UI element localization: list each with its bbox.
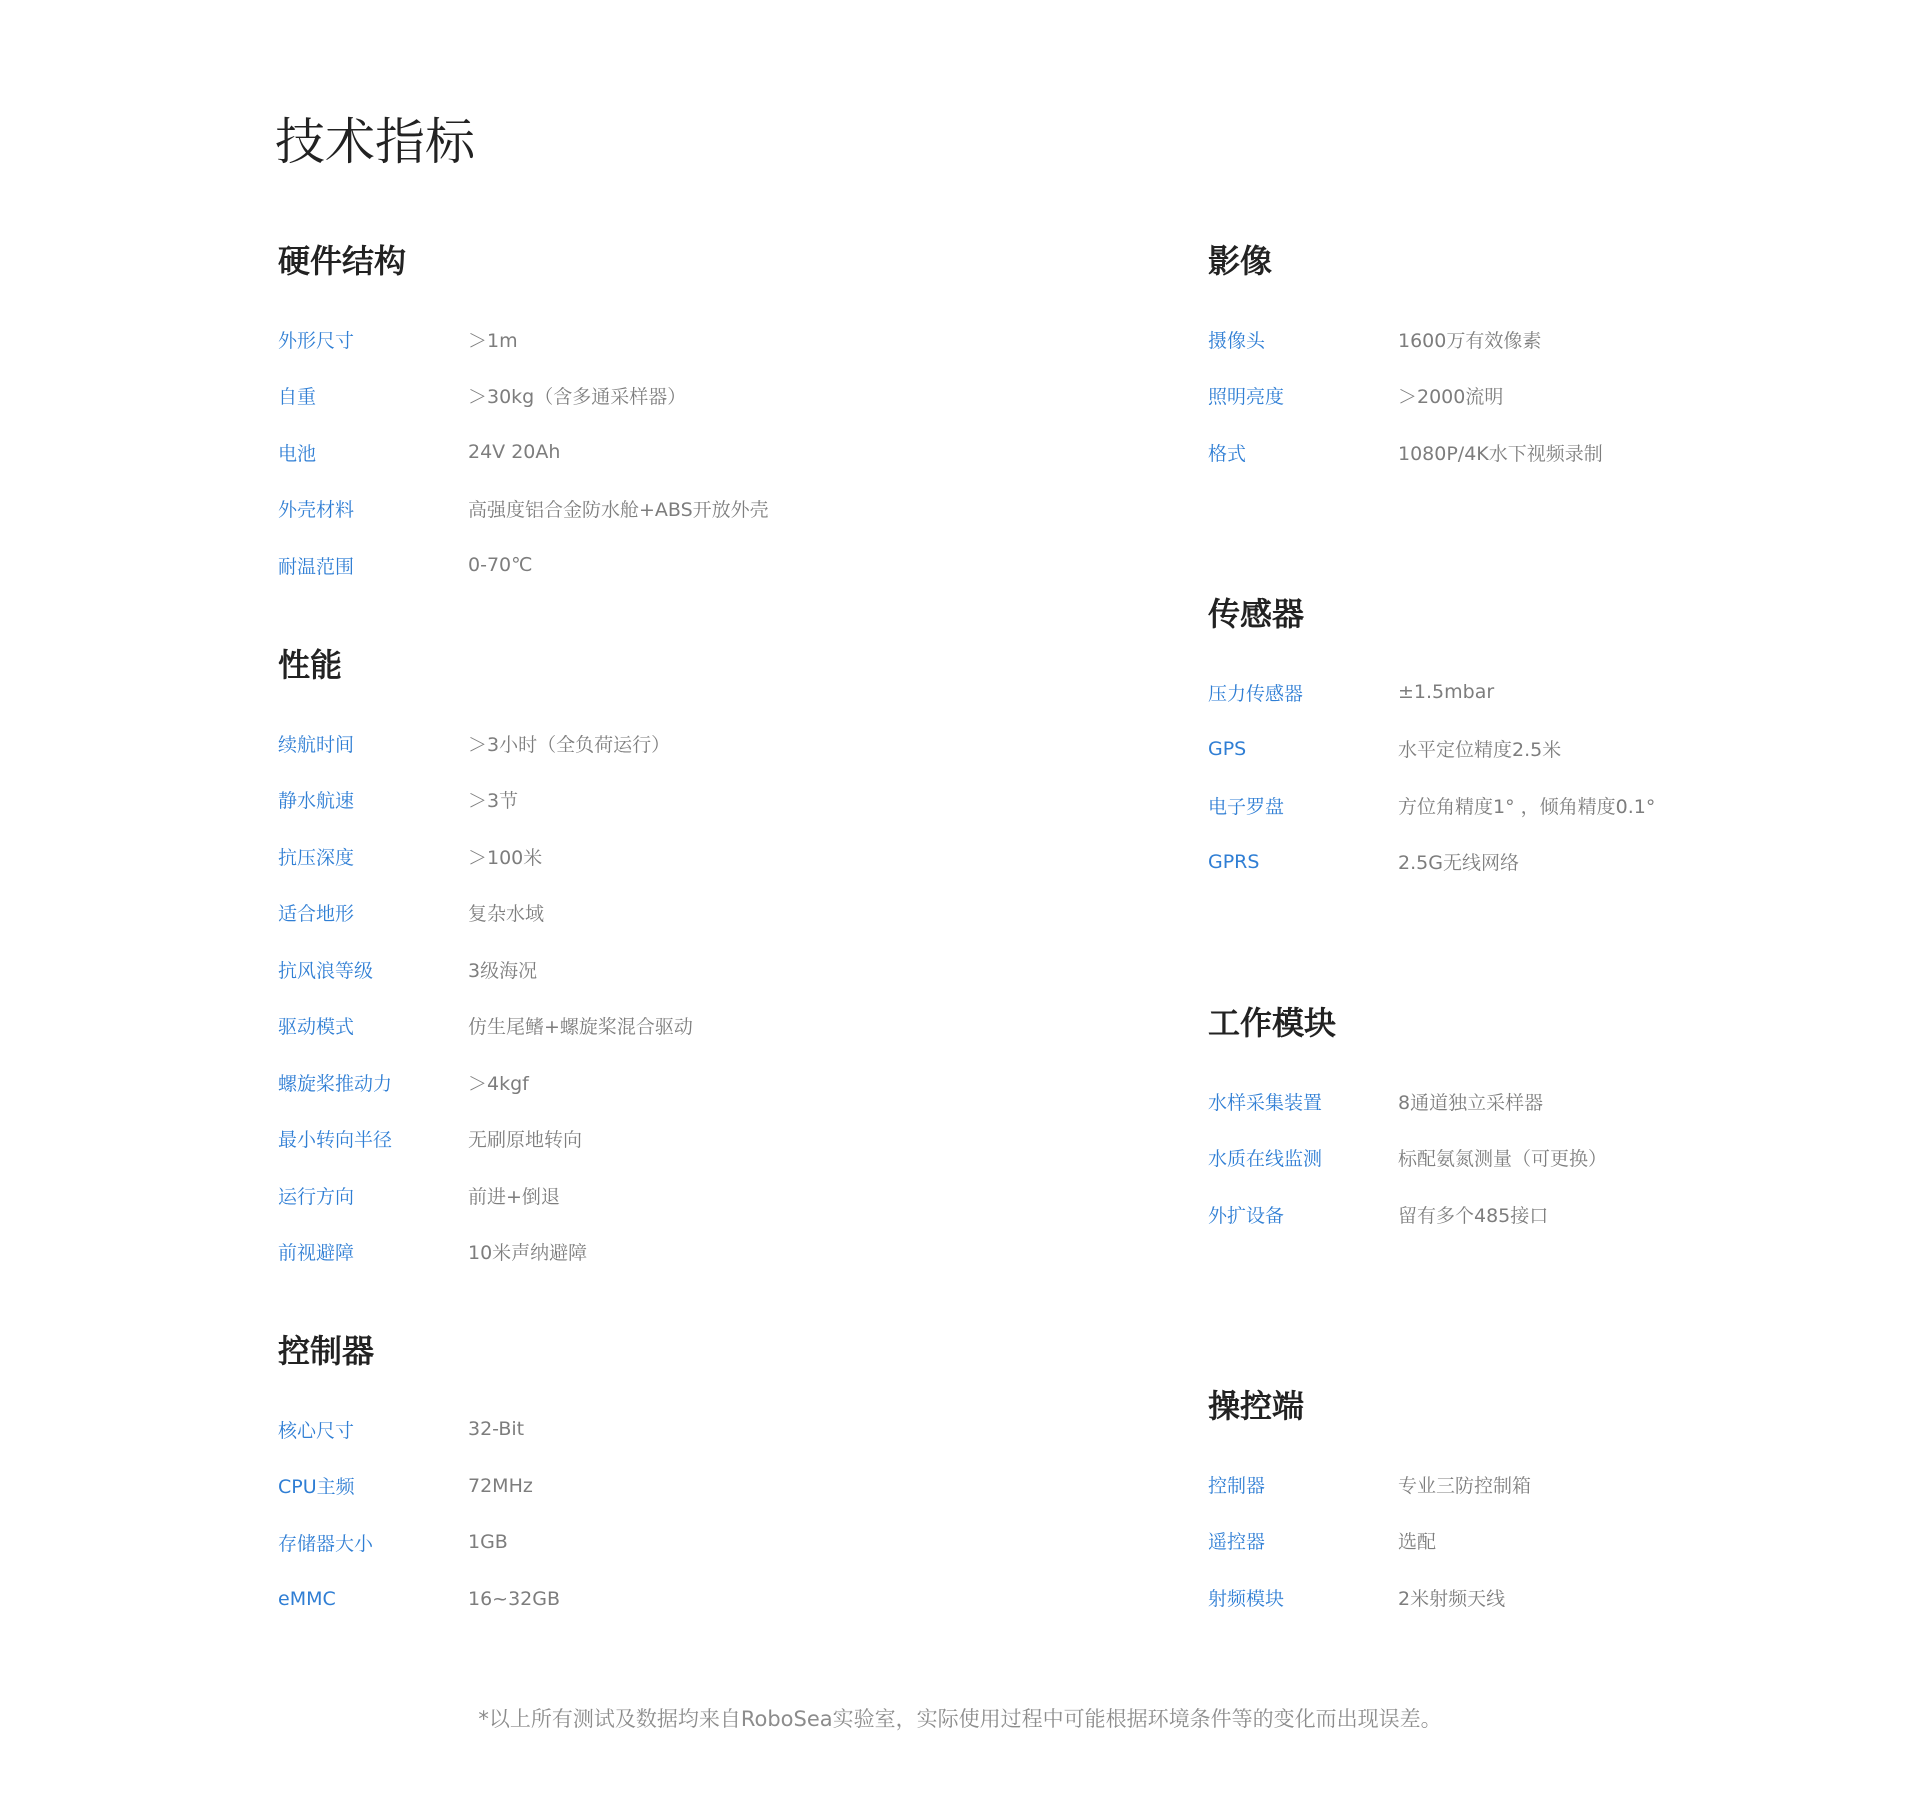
spec-row <box>1208 777 1908 834</box>
spec-value: 8通道独立采样器 <box>1398 1091 1544 1114</box>
spec-row <box>278 998 978 1055</box>
spec-label: GPS <box>1208 737 1247 760</box>
spec-value: 3级海况 <box>468 959 538 982</box>
spec-value: ＞4kgf <box>468 1072 529 1095</box>
section-title: 操控端 <box>1208 1387 1305 1425</box>
spec-value: 无刷原地转向 <box>468 1129 583 1152</box>
spec-label: CPU主频 <box>278 1476 355 1499</box>
spec-row <box>1208 834 1908 891</box>
spec-label: 运行方向 <box>278 1185 355 1208</box>
spec-row <box>278 1571 978 1628</box>
spec-value: 10米声纳避障 <box>468 1242 588 1265</box>
spec-value: 32-Bit <box>468 1418 525 1441</box>
spec-row <box>278 1224 978 1281</box>
spec-label: 控制器 <box>1208 1474 1266 1497</box>
spec-label: 外扩设备 <box>1208 1204 1285 1227</box>
section-hardware <box>278 241 978 594</box>
spec-row <box>278 941 978 998</box>
spec-row <box>278 772 978 829</box>
spec-value: 复杂水域 <box>468 903 545 926</box>
spec-label: 最小转向半径 <box>278 1129 393 1152</box>
spec-value: 2米射频天线 <box>1398 1587 1506 1610</box>
spec-value: 72MHz <box>468 1474 533 1497</box>
spec-label: 压力传感器 <box>1208 682 1304 705</box>
spec-value: ＞1m <box>468 329 518 352</box>
spec-row <box>278 828 978 885</box>
spec-value: 留有多个485接口 <box>1398 1204 1549 1227</box>
spec-row <box>278 715 978 772</box>
spec-label: 续航时间 <box>278 733 355 756</box>
section-sensors <box>1208 594 1908 890</box>
spec-label: 适合地形 <box>278 903 355 926</box>
spec-row <box>278 1458 978 1515</box>
spec-label: 电池 <box>278 442 317 465</box>
spec-label: 抗风浪等级 <box>278 959 374 982</box>
spec-row <box>278 424 978 481</box>
spec-value: 2.5G无线网络 <box>1398 852 1519 875</box>
spec-label: 存储器大小 <box>278 1532 374 1555</box>
spec-row <box>1208 1513 1908 1570</box>
spec-row <box>1208 1073 1908 1130</box>
spec-value: 专业三防控制箱 <box>1398 1474 1532 1497</box>
spec-label: 射频模块 <box>1208 1587 1285 1610</box>
spec-label: 照明亮度 <box>1208 386 1285 409</box>
section-title: 工作模块 <box>1208 1004 1337 1042</box>
spec-row <box>278 1111 978 1168</box>
spec-value: 方位角精度1° ，倾角精度0.1° <box>1398 795 1656 818</box>
section-operation <box>1208 1386 1908 1626</box>
footnote: *以上所有测试及数据均来自RoboSea实验室，实际使用过程中可能根据环境条件等的变化而出现误差。 <box>478 1707 1442 1731</box>
spec-value: 1600万有效像素 <box>1398 329 1542 352</box>
spec-value: 1GB <box>468 1531 508 1554</box>
spec-row <box>1208 1456 1908 1513</box>
section-imaging <box>1208 241 1908 481</box>
section-title: 传感器 <box>1208 595 1305 633</box>
spec-list <box>1208 1073 1908 1243</box>
spec-row <box>278 1514 978 1571</box>
spec-row <box>1208 1569 1908 1626</box>
section-title: 控制器 <box>278 1332 375 1370</box>
spec-row <box>278 368 978 425</box>
section-title: 性能 <box>278 646 343 684</box>
spec-value: 24V 20Ah <box>468 441 561 464</box>
spec-row <box>1208 1186 1908 1243</box>
spec-label: 前视避障 <box>278 1242 355 1265</box>
spec-row <box>278 1401 978 1458</box>
spec-list <box>1208 311 1908 481</box>
section-performance <box>278 645 978 1280</box>
spec-row <box>278 537 978 594</box>
spec-value: ＞2000流明 <box>1398 386 1504 409</box>
spec-label: 外形尺寸 <box>278 329 355 352</box>
spec-value: ＞30kg（含多通采样器） <box>468 386 687 409</box>
spec-row <box>1208 424 1908 481</box>
spec-row <box>1208 664 1908 721</box>
spec-row <box>278 481 978 538</box>
spec-label: 摄像头 <box>1208 329 1266 352</box>
spec-label: 静水航速 <box>278 790 355 813</box>
spec-list <box>278 715 978 1280</box>
page-title: 技术指标 <box>275 113 475 171</box>
spec-label: 自重 <box>278 386 317 409</box>
spec-list <box>1208 664 1908 890</box>
section-controller <box>278 1331 978 1627</box>
spec-value: 仿生尾鳍+螺旋桨混合驱动 <box>468 1016 693 1039</box>
spec-row <box>278 1054 978 1111</box>
section-title: 硬件结构 <box>278 242 407 280</box>
spec-label: 核心尺寸 <box>278 1419 355 1442</box>
spec-value: 水平定位精度2.5米 <box>1398 739 1562 762</box>
spec-row <box>278 1167 978 1224</box>
spec-label: 遥控器 <box>1208 1531 1266 1554</box>
section-work-modules <box>1208 1003 1908 1243</box>
spec-label: 格式 <box>1208 442 1247 465</box>
spec-value: 高强度铝合金防水舱+ABS开放外壳 <box>468 499 769 522</box>
spec-row <box>278 311 978 368</box>
spec-label: eMMC <box>278 1587 336 1610</box>
spec-value: 1080P/4K水下视频录制 <box>1398 442 1603 465</box>
spec-label: 抗压深度 <box>278 846 355 869</box>
spec-list <box>1208 1456 1908 1626</box>
spec-label: 驱动模式 <box>278 1016 355 1039</box>
spec-list <box>278 311 978 594</box>
spec-label: 外壳材料 <box>278 499 355 522</box>
spec-list <box>278 1401 978 1627</box>
spec-value: ＞3小时（全负荷运行） <box>468 733 671 756</box>
spec-label: 耐温范围 <box>278 555 355 578</box>
spec-label: 螺旋桨推动力 <box>278 1072 393 1095</box>
spec-value: 标配氨氮测量（可更换） <box>1398 1148 1608 1171</box>
spec-row <box>278 885 978 942</box>
spec-row <box>1208 368 1908 425</box>
spec-value: ＞3节 <box>468 790 519 813</box>
spec-value: ±1.5mbar <box>1398 681 1495 704</box>
spec-label: GPRS <box>1208 850 1260 873</box>
spec-label: 电子罗盘 <box>1208 795 1285 818</box>
spec-row <box>1208 1130 1908 1187</box>
spec-value: 前进+倒退 <box>468 1185 560 1208</box>
spec-label: 水质在线监测 <box>1208 1148 1323 1171</box>
spec-row <box>1208 311 1908 368</box>
spec-value: 0-70℃ <box>468 554 533 577</box>
spec-label: 水样采集装置 <box>1208 1091 1323 1114</box>
section-title: 影像 <box>1208 242 1273 280</box>
spec-row <box>1208 721 1908 778</box>
spec-value: 16~32GB <box>468 1587 561 1610</box>
spec-value: 选配 <box>1398 1531 1437 1554</box>
spec-value: ＞100米 <box>468 846 543 869</box>
